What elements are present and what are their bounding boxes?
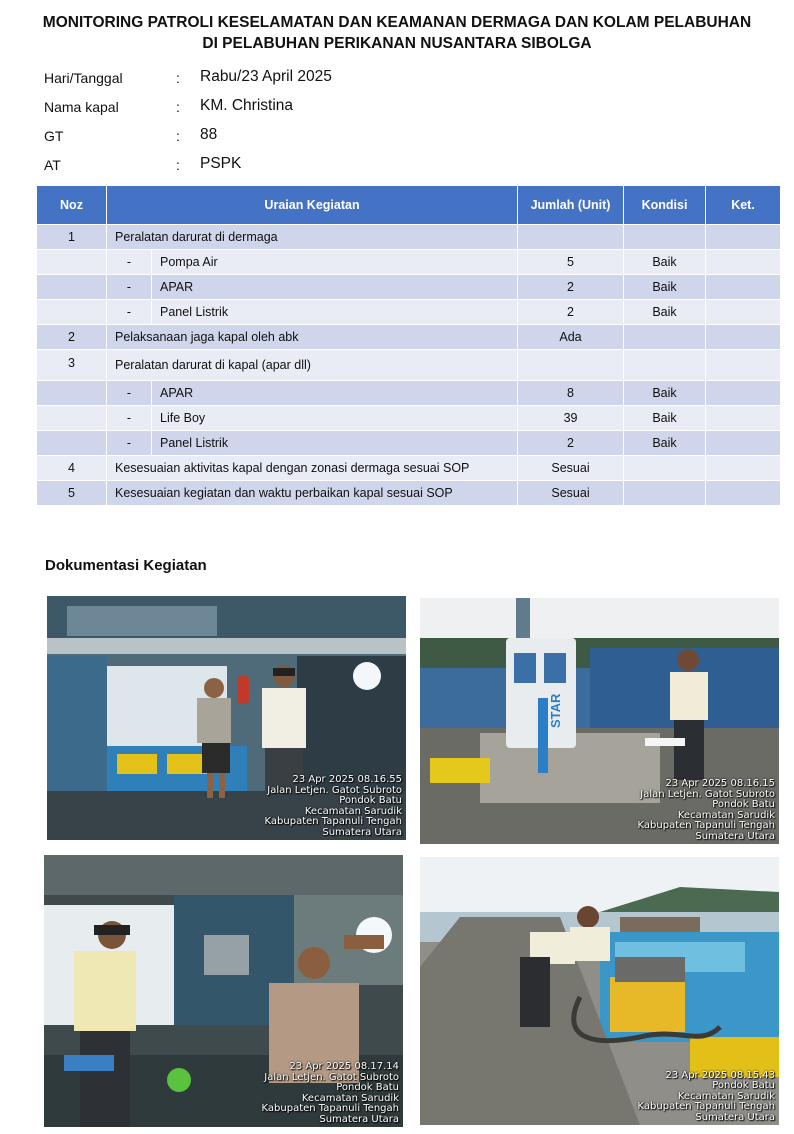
header-description: Uraian Kegiatan [107, 186, 518, 225]
row-dash: - [107, 381, 152, 406]
photo-timestamp-stamp: 23 Apr 2025 08.15.43 Pondok Batu Kecamatan Sarudik Kabupaten Tapanuli Tengah Sumatera Utara [637, 1069, 775, 1123]
row-dash: - [107, 431, 152, 456]
table-row [37, 250, 781, 275]
row-dash: - [107, 250, 152, 275]
info-colon: : [176, 128, 180, 144]
row-quantity: 2 [518, 431, 624, 456]
row-number: 4 [37, 456, 107, 481]
table-row [37, 456, 781, 481]
activity-table [36, 185, 781, 506]
table-row [37, 481, 781, 506]
table-header-row [37, 186, 781, 225]
row-number: 2 [37, 325, 107, 350]
table-row [37, 275, 781, 300]
info-colon: : [176, 99, 180, 115]
info-value: PSPK [200, 155, 242, 172]
photo-timestamp-stamp: 23 Apr 2025 08.16.15 Jalan Letjen. Gatot Subroto Pondok Batu Kecamatan Sarudik Kabupaten Tapanuli Tengah Sumatera Utara [637, 778, 775, 842]
title-line-1: MONITORING PATROLI KESELAMATAN DAN KEAMANAN DERMAGA DAN KOLAM PELABUHAN [42, 14, 752, 31]
table-row [37, 350, 781, 381]
row-quantity: Ada [518, 325, 624, 350]
header-no: Noz [37, 186, 107, 225]
header-quantity: Jumlah (Unit) [518, 186, 624, 225]
info-colon: : [176, 157, 180, 173]
table-row [37, 431, 781, 456]
documentation-title: Dokumentasi Kegiatan [45, 557, 207, 574]
photo-dock-dispenser [420, 598, 779, 844]
row-condition: Baik [624, 431, 706, 456]
row-item: APAR [152, 275, 518, 300]
row-condition: Baik [624, 275, 706, 300]
row-condition: Baik [624, 406, 706, 431]
row-condition: Baik [624, 250, 706, 275]
row-dash: - [107, 406, 152, 431]
photo-quay-fuel-hose [420, 857, 779, 1125]
row-item: APAR [152, 381, 518, 406]
info-label: AT [44, 157, 61, 173]
row-quantity: 39 [518, 406, 624, 431]
row-quantity: 5 [518, 250, 624, 275]
row-number: 5 [37, 481, 107, 506]
row-item: Panel Listrik [152, 431, 518, 456]
row-description: Kesesuaian kegiatan dan waktu perbaikan kapal sesuai SOP [107, 481, 518, 506]
info-value: KM. Christina [200, 97, 294, 114]
table-row [37, 225, 781, 250]
info-value: 88 [200, 126, 218, 143]
row-number: 3 [37, 350, 107, 381]
row-number: 1 [37, 225, 107, 250]
row-quantity: Sesuai [518, 456, 624, 481]
row-quantity: 8 [518, 381, 624, 406]
info-label: Nama kapal [44, 99, 119, 115]
info-colon: : [176, 70, 180, 86]
row-item: Pompa Air [152, 250, 518, 275]
photo-timestamp-stamp: 23 Apr 2025 08.16.55 Jalan Letjen. Gatot Subroto Pondok Batu Kecamatan Sarudik Kabupaten Tapanuli Tengah Sumatera Utara [264, 774, 402, 838]
header-notes: Ket. [706, 186, 781, 225]
row-description: Peralatan darurat di dermaga [107, 225, 518, 250]
row-quantity: Sesuai [518, 481, 624, 506]
table-row [37, 325, 781, 350]
row-dash: - [107, 300, 152, 325]
header-condition: Kondisi [624, 186, 706, 225]
row-condition: Baik [624, 381, 706, 406]
photo-timestamp-stamp: 23 Apr 2025 08.17.14 Jalan Letjen. Gatot Subroto Pondok Batu Kecamatan Sarudik Kabupaten Tapanuli Tengah Sumatera Utara [261, 1061, 399, 1125]
title-line-2: DI PELABUHAN PERIKANAN NUSANTARA SIBOLGA [202, 35, 592, 52]
row-description: Pelaksanaan jaga kapal oleh abk [107, 325, 518, 350]
table-row [37, 381, 781, 406]
photo-engine-room [44, 855, 403, 1127]
table-row [37, 300, 781, 325]
info-label: Hari/Tanggal [44, 70, 123, 86]
info-value: Rabu/23 April 2025 [200, 68, 332, 85]
row-condition: Baik [624, 300, 706, 325]
row-item: Life Boy [152, 406, 518, 431]
row-quantity: 2 [518, 300, 624, 325]
row-description: Kesesuaian aktivitas kapal dengan zonasi dermaga sesuai SOP [107, 456, 518, 481]
row-item: Panel Listrik [152, 300, 518, 325]
dispenser-sign-text: STAR [548, 693, 563, 728]
row-quantity: 2 [518, 275, 624, 300]
row-dash: - [107, 275, 152, 300]
info-label: GT [44, 128, 64, 144]
row-description: Peralatan darurat di kapal (apar dll) [107, 350, 518, 381]
document-title [0, 12, 794, 54]
photo-cabin-inspection [47, 596, 406, 840]
table-row [37, 406, 781, 431]
